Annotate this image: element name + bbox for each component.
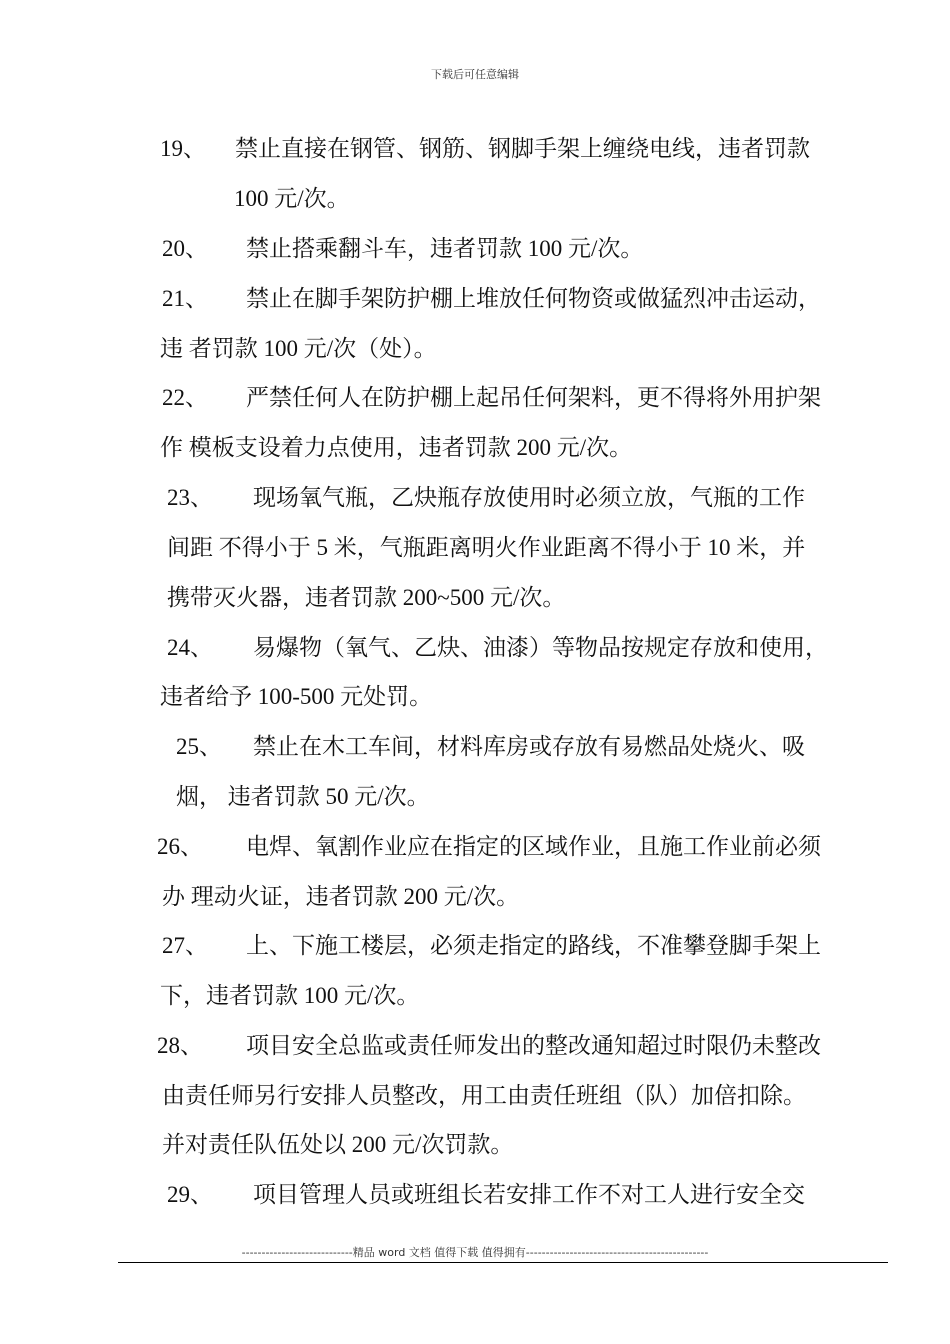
rule-20-number: 20、 (162, 236, 208, 261)
rule-23-line-2: 间距 不得小于 5 米，气瓶距离明火作业距离不得小于 10 米，并 (167, 535, 806, 560)
rule-28-line-3: 并对责任队伍处以 200 元/次罚款。 (162, 1132, 514, 1157)
rule-23-line-3: 携带灭火器，违者罚款 200~500 元/次。 (167, 585, 566, 610)
rule-20-text-1: 禁止搭乘翻斗车，违者罚款 100 元/次。 (246, 236, 644, 261)
rule-25-line-1 (176, 732, 805, 762)
rule-23-number: 23、 (167, 485, 213, 510)
rule-26-line-1 (157, 832, 821, 862)
rule-28-number: 28、 (157, 1033, 203, 1058)
page-header: 下载后可任意编辑 (431, 68, 519, 81)
rule-29-text-1: 项目管理人员或班组长若安排工作不对工人进行安全交 (253, 1182, 805, 1207)
rule-25-line-2: 烟， 违者罚款 50 元/次。 (176, 784, 430, 809)
rule-25-number: 25、 (176, 734, 222, 759)
rule-24-line-1 (167, 633, 828, 663)
rule-26-number: 26、 (157, 834, 203, 859)
rule-22-line-1 (162, 383, 821, 413)
rule-24-line-2: 违者给予 100-500 元处罚。 (160, 684, 433, 709)
rule-19-number: 19、 (160, 136, 206, 161)
rule-21-line-2: 违 者罚款 100 元/次（处）。 (160, 336, 437, 361)
page-footer: ----------------------------精品 word 文档 值得下载 值得拥有---------------------------------------------- (241, 1246, 709, 1259)
rule-24-number: 24、 (167, 635, 213, 660)
rule-21-number: 21、 (162, 286, 208, 311)
rule-24-text-1: 易爆物（氧气、乙炔、油漆）等物品按规定存放和使用， (253, 635, 828, 660)
rule-27-line-1 (162, 931, 821, 961)
rule-28-text-1: 项目安全总监或责任师发出的整改通知超过时限仍未整改 (246, 1033, 821, 1058)
rule-25-text-1: 禁止在木工车间，材料库房或存放有易燃品处烧火、吸 (253, 734, 805, 759)
rule-22-number: 22、 (162, 385, 208, 410)
rule-27-line-2: 下，违者罚款 100 元/次。 (160, 983, 420, 1008)
rule-27-text-1: 上、下施工楼层，必须走指定的路线，不准攀登脚手架上 (246, 933, 821, 958)
rule-29-number: 29、 (167, 1182, 213, 1207)
rule-23-text-1: 现场氧气瓶，乙炔瓶存放使用时必须立放，气瓶的工作 (253, 485, 805, 510)
rule-26-line-2: 办 理动火证，违者罚款 200 元/次。 (162, 884, 520, 909)
rule-21-text-1: 禁止在脚手架防护棚上堆放任何物资或做猛烈冲击运动， (246, 286, 821, 311)
rule-22-text-1: 严禁任何人在防护棚上起吊任何架料，更不得将外用护架 (246, 385, 821, 410)
rule-19-text-1: 禁止直接在钢管、钢筋、钢脚手架上缠绕电线，违者罚款 (235, 136, 810, 161)
rule-28-line-1 (157, 1031, 821, 1061)
rule-29-line-1 (167, 1180, 805, 1210)
rule-26-text-1: 电焊、氧割作业应在指定的区域作业，且施工作业前必须 (246, 834, 821, 859)
rule-23-line-1 (167, 483, 805, 513)
rule-20-line-1 (162, 234, 643, 264)
rule-19-line-1 (160, 134, 810, 164)
rule-22-line-2: 作 模板支设着力点使用，违者罚款 200 元/次。 (160, 435, 633, 460)
rule-19-line-2: 100 元/次。 (234, 186, 350, 211)
footer-divider (118, 1262, 888, 1263)
rule-21-line-1 (162, 284, 821, 314)
rule-28-line-2: 由责任师另行安排人员整改，用工由责任班组（队）加倍扣除。 (162, 1083, 806, 1108)
rule-27-number: 27、 (162, 933, 208, 958)
